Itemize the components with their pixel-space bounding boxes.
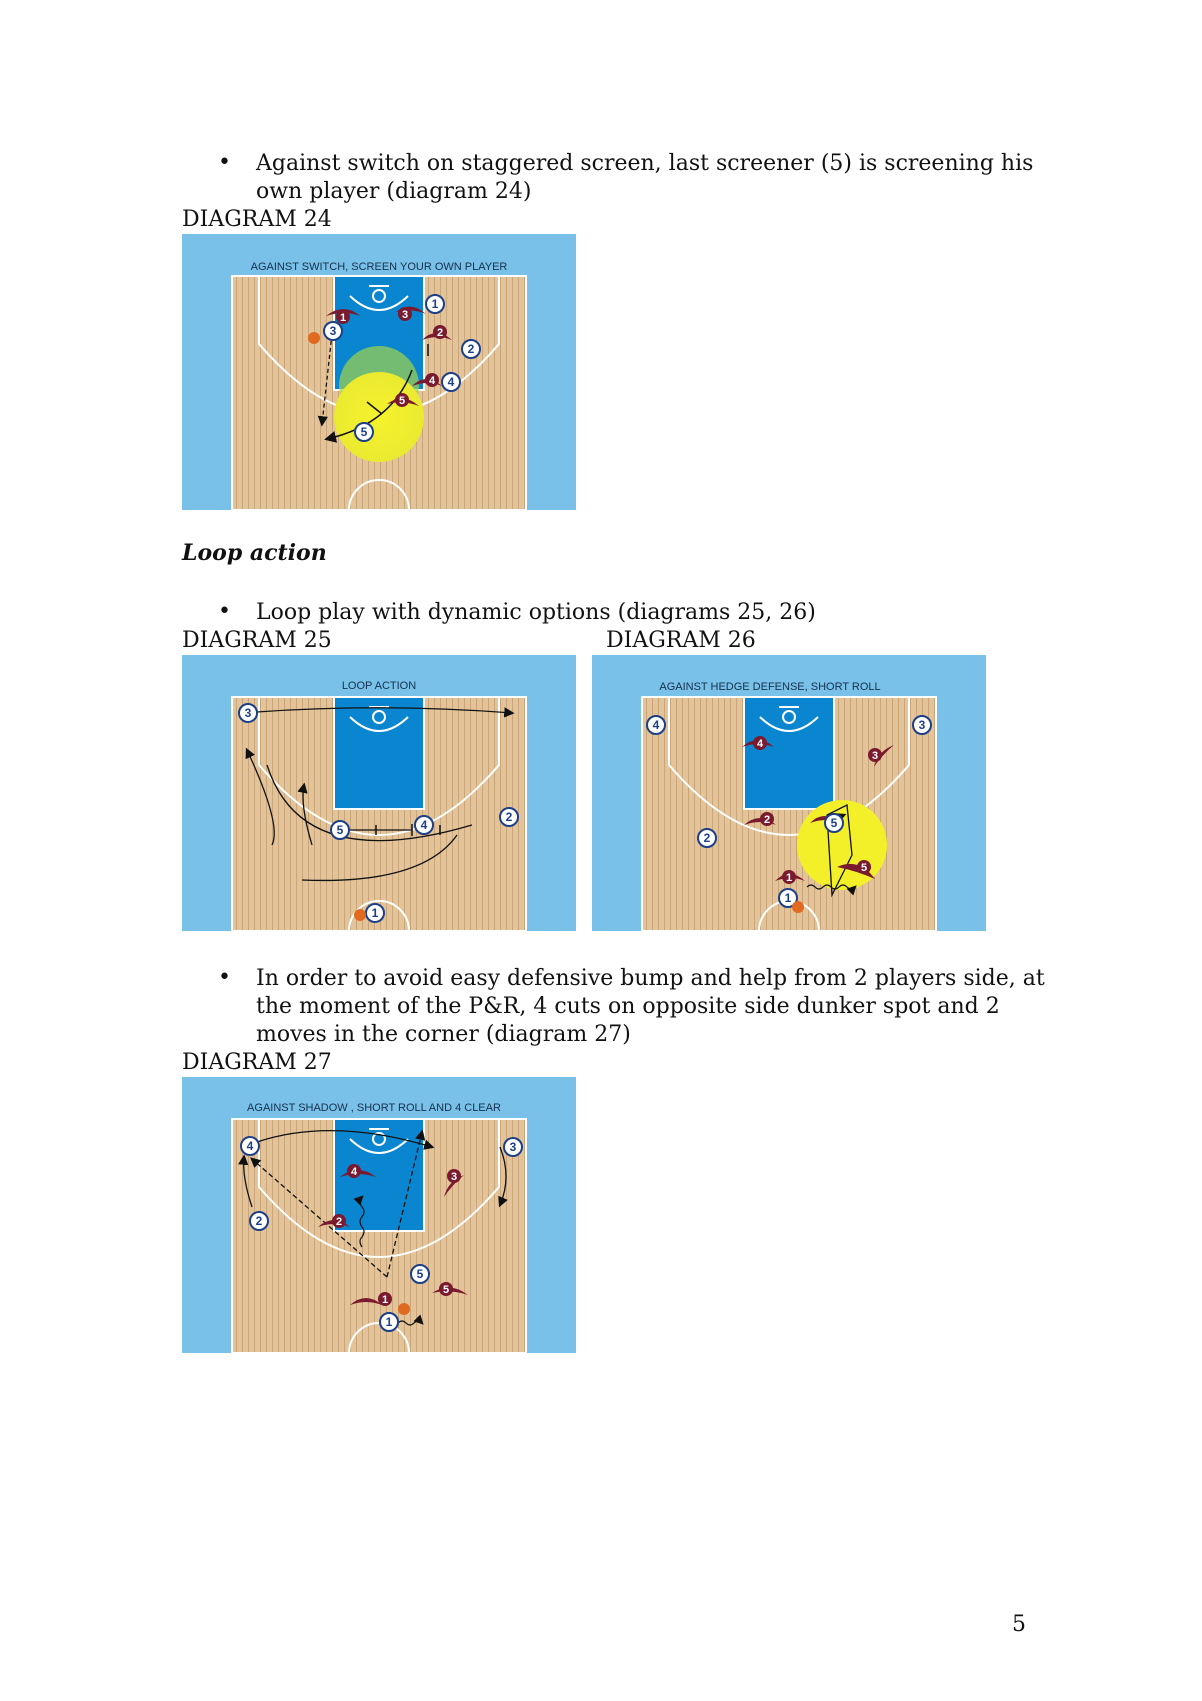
diagram-label-27: DIAGRAM 27 — [182, 1050, 332, 1075]
svg-text:1: 1 — [339, 312, 347, 324]
svg-text:3: 3 — [401, 309, 409, 321]
svg-text:5: 5 — [416, 1267, 424, 1281]
svg-text:2: 2 — [436, 327, 444, 339]
svg-text:5: 5 — [360, 425, 368, 439]
svg-text:3: 3 — [918, 718, 926, 732]
svg-text:1: 1 — [381, 1294, 389, 1306]
bullet-dot: • — [218, 965, 231, 990]
diagram-title-24: AGAINST SWITCH, SCREEN YOUR OWN PLAYER — [250, 261, 508, 273]
svg-text:5: 5 — [830, 816, 838, 830]
diagram-label-24: DIAGRAM 24 — [182, 207, 332, 232]
diagram-label-25: DIAGRAM 25 — [182, 628, 332, 653]
svg-text:2: 2 — [763, 814, 771, 826]
diagram-title-25: LOOP ACTION — [341, 680, 417, 692]
svg-text:4: 4 — [447, 375, 455, 389]
diagram-label-26: DIAGRAM 26 — [606, 628, 756, 653]
svg-text:4: 4 — [428, 375, 436, 387]
svg-text:2: 2 — [255, 1214, 263, 1228]
svg-text:2: 2 — [703, 831, 711, 845]
diagram-26 — [592, 655, 986, 931]
svg-text:3: 3 — [329, 324, 337, 338]
svg-text:1: 1 — [784, 891, 792, 905]
svg-text:4: 4 — [420, 818, 428, 832]
svg-text:5: 5 — [398, 395, 406, 407]
svg-text:3: 3 — [871, 750, 879, 762]
svg-text:4: 4 — [756, 738, 764, 750]
svg-text:2: 2 — [505, 810, 513, 824]
svg-text:3: 3 — [244, 706, 252, 720]
svg-text:4: 4 — [350, 1166, 358, 1178]
svg-text:2: 2 — [335, 1216, 343, 1228]
svg-text:2: 2 — [467, 342, 475, 356]
diagram-24 — [182, 234, 576, 510]
bullet-text-loop-play: Loop play with dynamic options (diagrams 25, 26) — [256, 600, 816, 625]
bullet-dot: • — [218, 150, 231, 175]
svg-text:3: 3 — [450, 1171, 458, 1183]
bullet-text-pnr: In order to avoid easy defensive bump and help from 2 players side, at the moment of the P&R, 4 cuts on opposite side dunker spot and 2 moves in the corner (diagram 27) — [256, 966, 1045, 1047]
svg-text:4: 4 — [246, 1139, 254, 1153]
svg-text:5: 5 — [860, 862, 868, 874]
diagram-25 — [182, 655, 576, 931]
diagram-27 — [182, 1077, 576, 1353]
svg-text:5: 5 — [442, 1284, 450, 1296]
bullet-text-switch: Against switch on staggered screen, last screener (5) is screening his own player (diagram 24) — [256, 151, 1034, 204]
svg-text:1: 1 — [371, 906, 379, 920]
diagram-title-27: AGAINST SHADOW , SHORT ROLL AND 4 CLEAR — [247, 1102, 501, 1114]
svg-text:1: 1 — [431, 297, 439, 311]
page-number: 5 — [1012, 1612, 1026, 1637]
section-heading-loop-action: Loop action — [182, 540, 327, 566]
svg-text:4: 4 — [652, 718, 660, 732]
svg-text:3: 3 — [509, 1140, 517, 1154]
bullet-dot: • — [218, 599, 231, 624]
svg-text:1: 1 — [785, 872, 793, 884]
diagram-title-26: AGAINST HEDGE DEFENSE, SHORT ROLL — [659, 681, 881, 693]
svg-text:5: 5 — [336, 823, 344, 837]
svg-text:1: 1 — [385, 1315, 393, 1329]
